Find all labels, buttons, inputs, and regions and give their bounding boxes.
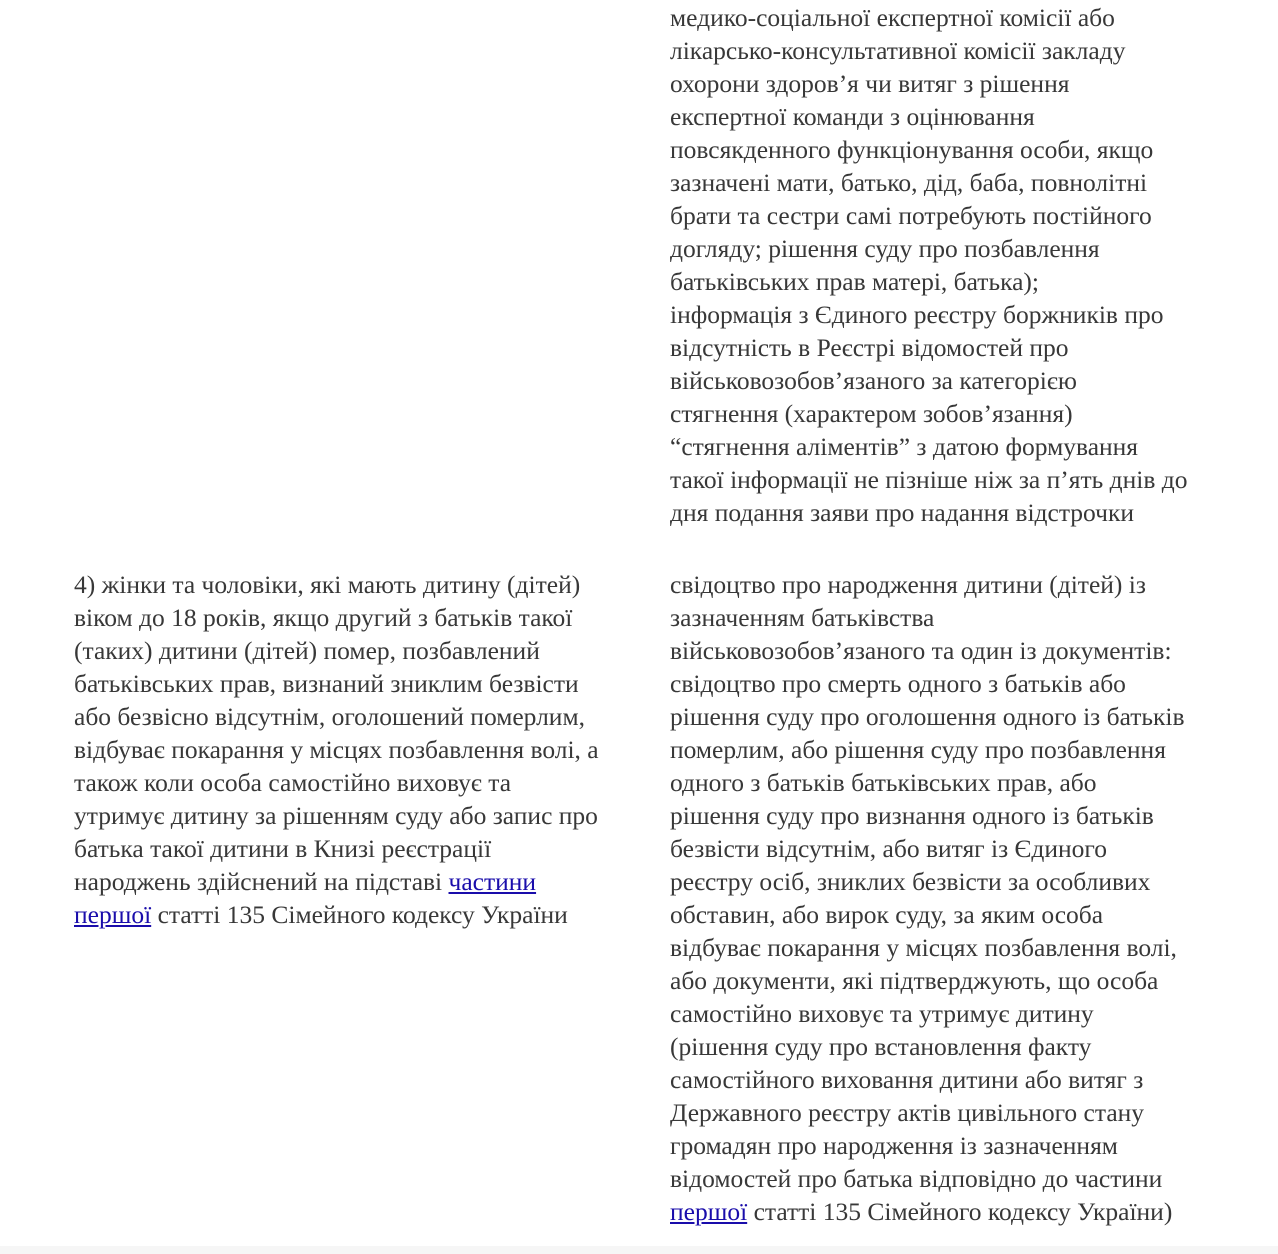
text-line: відбуває покарання у місцях позбавлення волі,: [670, 933, 1177, 962]
text-line: 4) жінки та чоловіки, які мають дитину (дітей): [74, 570, 581, 599]
text-line: брати та сестри самі потребують постійного: [670, 201, 1152, 230]
text-line: самостійно виховує та утримує дитину: [670, 999, 1094, 1028]
family-code-article-link[interactable]: першої: [670, 1197, 748, 1226]
text-line: або документи, які підтверджують, що особа: [670, 966, 1159, 995]
text-line: або безвісно відсутнім, оголошений померлим,: [74, 702, 585, 731]
text-line: свідоцтво про смерть одного з батьків або: [670, 669, 1126, 698]
text-line: інформація з Єдиного реєстру боржників про: [670, 300, 1164, 329]
text-line: лікарсько-консультативної комісії закладу: [670, 36, 1126, 65]
text-line: [74, 898, 669, 931]
text-line: догляду; рішення суду про позбавлення: [670, 234, 1100, 263]
text-line: утримує дитину за рішенням суду або запис про: [74, 801, 598, 830]
text-line: медико-соціальної експертної комісії або: [670, 3, 1115, 32]
text-line: батька такої дитини в Книзі реєстрації: [74, 834, 492, 863]
family-code-article-link[interactable]: першої: [74, 900, 152, 929]
page-bottom-strip: [0, 1246, 1278, 1254]
text-line: (рішення суду про встановлення факту: [670, 1032, 1092, 1061]
text-line: експертної команди з оцінювання: [670, 102, 1035, 131]
family-code-article-link[interactable]: частини: [448, 867, 537, 896]
row2-category-cell: [74, 568, 669, 931]
text-line: зазначенням батьківства: [670, 603, 935, 632]
row2-documents-cell: [670, 568, 1270, 1228]
row1-documents-cell: [670, 1, 1270, 529]
text-line: військовозобов’язаного та один із документів:: [670, 636, 1172, 665]
text-fragment: народжень здійснений на підставі: [74, 867, 449, 896]
text-line: (таких) дитини (дітей) помер, позбавлений: [74, 636, 540, 665]
text-line: відбуває покарання у місцях позбавлення волі, а: [74, 735, 599, 764]
text-line: Державного реєстру актів цивільного стану: [670, 1098, 1145, 1127]
text-line: реєстру осіб, зниклих безвісти за особливих: [670, 867, 1151, 896]
text-line: дня подання заяви про надання відстрочки: [670, 498, 1135, 527]
text-line: рішення суду про визнання одного із батьків: [670, 801, 1154, 830]
text-line: померлим, або рішення суду про позбавлення: [670, 735, 1166, 764]
text-line: батьківських прав матері, батька);: [670, 267, 1039, 296]
text-line: “стягнення аліментів” з датою формування: [670, 432, 1139, 461]
text-fragment: статті 135 Сімейного кодексу України): [747, 1197, 1173, 1226]
text-line: одного з батьків батьківських прав, або: [670, 768, 1097, 797]
text-line: обставин, або вирок суду, за яким особа: [670, 900, 1104, 929]
text-line: віком до 18 років, якщо другий з батьків такої: [74, 603, 573, 632]
text-line: громадян про народження із зазначенням: [670, 1131, 1118, 1160]
text-line: відсутність в Реєстрі відомостей про: [670, 333, 1069, 362]
text-line: безвісти відсутнім, або витяг із Єдиного: [670, 834, 1107, 863]
text-line: військовозобов’язаного за категорією: [670, 366, 1077, 395]
text-line: такої інформації не пізніше ніж за п’ять днів до: [670, 465, 1188, 494]
text-line: самостійного виховання дитини або витяг з: [670, 1065, 1144, 1094]
text-line: повсякденного функціонування особи, якщо: [670, 135, 1154, 164]
text-line: стягнення (характером зобов’язання): [670, 399, 1073, 428]
text-line: зазначені мати, батько, дід, баба, повнолітні: [670, 168, 1148, 197]
text-line: [670, 1195, 1270, 1228]
text-line: охорони здоров’я чи витяг з рішення: [670, 69, 1070, 98]
text-line: рішення суду про оголошення одного із батьків: [670, 702, 1185, 731]
text-line: також коли особа самостійно виховує та: [74, 768, 512, 797]
text-line: свідоцтво про народження дитини (дітей) із: [670, 570, 1146, 599]
text-line: відомостей про батька відповідно до частини: [670, 1164, 1163, 1193]
text-fragment: статті 135 Сімейного кодексу України: [151, 900, 568, 929]
text-line: батьківських прав, визнаний зниклим безвісти: [74, 669, 579, 698]
text-line: [74, 865, 669, 898]
